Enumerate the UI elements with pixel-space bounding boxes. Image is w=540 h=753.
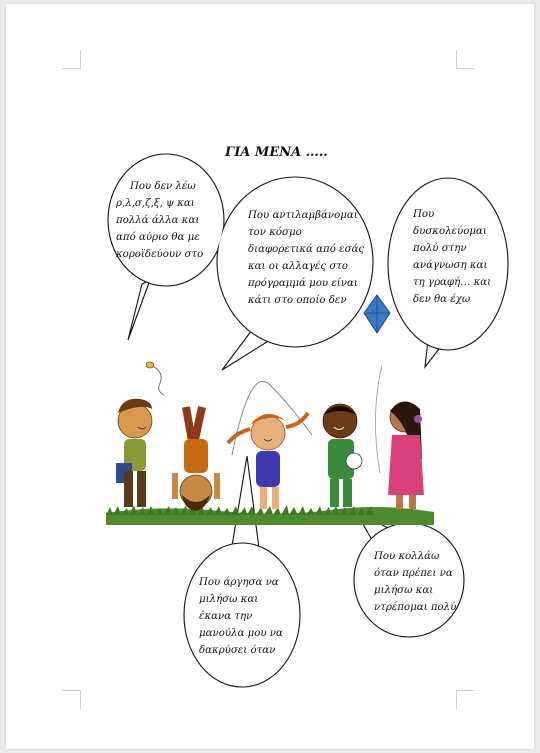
bubble-3-line: δεν θα έχω [413,294,471,305]
boy-with-ball [323,404,362,507]
bubble-5-line: όταν πρέπει να [374,568,453,579]
bubble-4-text [199,574,294,670]
kite-string [375,365,382,473]
bubble-2-line: Που αντιλαμβάνομαι [248,210,358,221]
bubble-5-text [374,548,464,624]
bubble-3-text [413,206,495,322]
bubble-1-line: από αύριο θα με [116,232,200,243]
kid-upside-down [172,406,220,511]
bubble-4-line: μανούλα μου να [199,628,283,639]
children-illustration [100,355,440,530]
bubble-3-line: τη γραφή… και [413,277,492,288]
bubble-2-line: κάτι στο οποίο δεν [248,295,347,306]
bubble-3-line: ανάγνωση και [413,260,488,271]
bubble-2-line: τον κόσμο [248,227,302,238]
bubble-2-line: πρόγραμμά μου είναι [248,278,358,289]
kite-icon [362,293,392,341]
kid-with-books [116,399,152,507]
bubble-4-line: Που άργησα να [199,577,279,588]
bubble-3-line: Που [413,209,435,220]
girl-with-pigtails [228,413,308,509]
bubble-1-line: κοροϊδεύουν στο [116,249,204,260]
girl-in-pink [388,401,424,509]
bubble-1-line: πολλά άλλα και [116,215,200,226]
bubble-1-line: ρ,λ,σ,ζ,ξ, ψ και [116,198,195,209]
bee-icon [146,362,164,395]
bubble-1-line: Που δεν λέω [130,181,196,192]
page-title: ΓΙΑ ΜΕΝΑ ….. [225,145,328,160]
bubble-4-line: μιλήσω και [199,594,259,605]
speech-bubble-1 [128,280,150,340]
bubble-4-line: δακρύσει όταν [199,645,276,656]
bubble-5-line: μιλήσω και [374,585,434,596]
bubble-3-line: δυσκολεύομαι [413,226,487,237]
bubble-5-line: Που κολλάω [374,551,440,562]
bubble-4-line: έκανα την [199,611,253,622]
bubble-2-line: και οι αλλαγές στο [248,261,349,272]
bubble-5-line: ντρέπομαι πολύ [374,602,457,613]
bubble-2-text [248,207,368,313]
bubble-3-line: πολύ στην [413,243,467,254]
bubble-1-text [116,178,220,266]
bubble-2-line: διαφορετικά από εσάς [248,244,365,255]
